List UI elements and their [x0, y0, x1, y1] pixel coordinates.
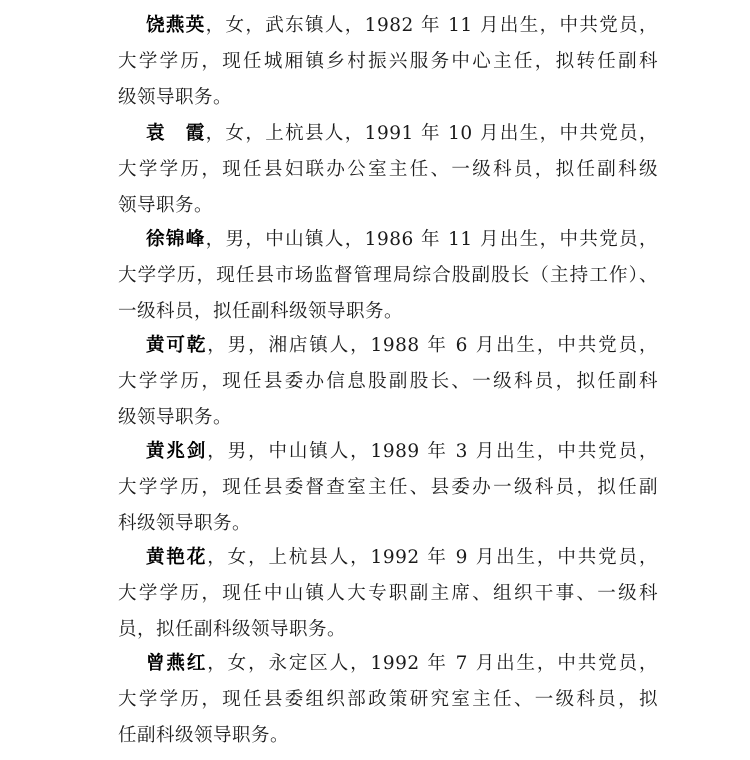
entry-line-2: 大学学历，现任城厢镇乡村振兴服务中心主任，拟转任副科 [118, 51, 658, 72]
entry-line-3: 一级科员，拟任副科级领导职务。 [118, 301, 404, 322]
candidate-name: 饶燕英 [146, 15, 206, 36]
entry-line-3: 任副科级领导职务。 [118, 725, 290, 746]
entry-line-2: 大学学历，现任县委督查室主任、县委办一级科员，拟任副 [118, 477, 658, 498]
entry-text: ，女，永定区人，1992 年 7 月出生，中共党员， [207, 653, 658, 674]
entry-text: ，女，上杭县人，1991 年 10 月出生，中共党员， [205, 123, 658, 144]
candidate-name: 黄艳花 [146, 547, 208, 568]
entry-line-2: 大学学历，现任中山镇人大专职副主席、组织干事、一级科 [118, 583, 658, 604]
entry-line-2: 大学学历，现任县委组织部政策研究室主任、一级科员，拟 [118, 689, 658, 710]
entry-line-3: 员，拟任副科级领导职务。 [118, 619, 347, 640]
entry-line-1 [146, 334, 658, 358]
entry-line-1 [146, 546, 658, 570]
entry-line-1 [146, 14, 658, 38]
entry-line-3: 领导职务。 [118, 195, 214, 216]
entry-line-1 [146, 228, 658, 252]
entry-line-2: 大学学历，现任县委办信息股副股长、一级科员，拟任副科 [118, 371, 658, 392]
entry-line-1 [146, 122, 658, 146]
candidate-name: 徐锦峰 [146, 229, 206, 250]
entry-line-2: 大学学历，现任县妇联办公室主任、一级科员，拟任副科级 [118, 159, 658, 180]
entry-line-1 [146, 652, 658, 676]
candidate-name: 黄兆剑 [146, 441, 208, 462]
candidate-name: 曾燕红 [146, 653, 208, 674]
candidate-name: 袁 霞 [146, 123, 206, 144]
entry-line-3: 级领导职务。 [118, 407, 233, 428]
entry-text: ，女，武东镇人，1982 年 11 月出生，中共党员， [205, 15, 658, 36]
entry-text: ，男，中山镇人，1986 年 11 月出生，中共党员， [205, 229, 658, 250]
entry-text: ，女，上杭县人，1992 年 9 月出生，中共党员， [207, 547, 658, 568]
entry-line-3: 科级领导职务。 [118, 513, 252, 534]
entry-line-1 [146, 440, 658, 464]
entry-text: ，男，湘店镇人，1988 年 6 月出生，中共党员， [207, 335, 658, 356]
entry-line-3: 级领导职务。 [118, 87, 233, 108]
entry-text: ，男，中山镇人，1989 年 3 月出生，中共党员， [207, 441, 658, 462]
entry-line-2: 大学学历，现任县市场监督管理局综合股副股长（主持工作）、 [118, 265, 658, 286]
candidate-name: 黄可乾 [146, 335, 208, 356]
